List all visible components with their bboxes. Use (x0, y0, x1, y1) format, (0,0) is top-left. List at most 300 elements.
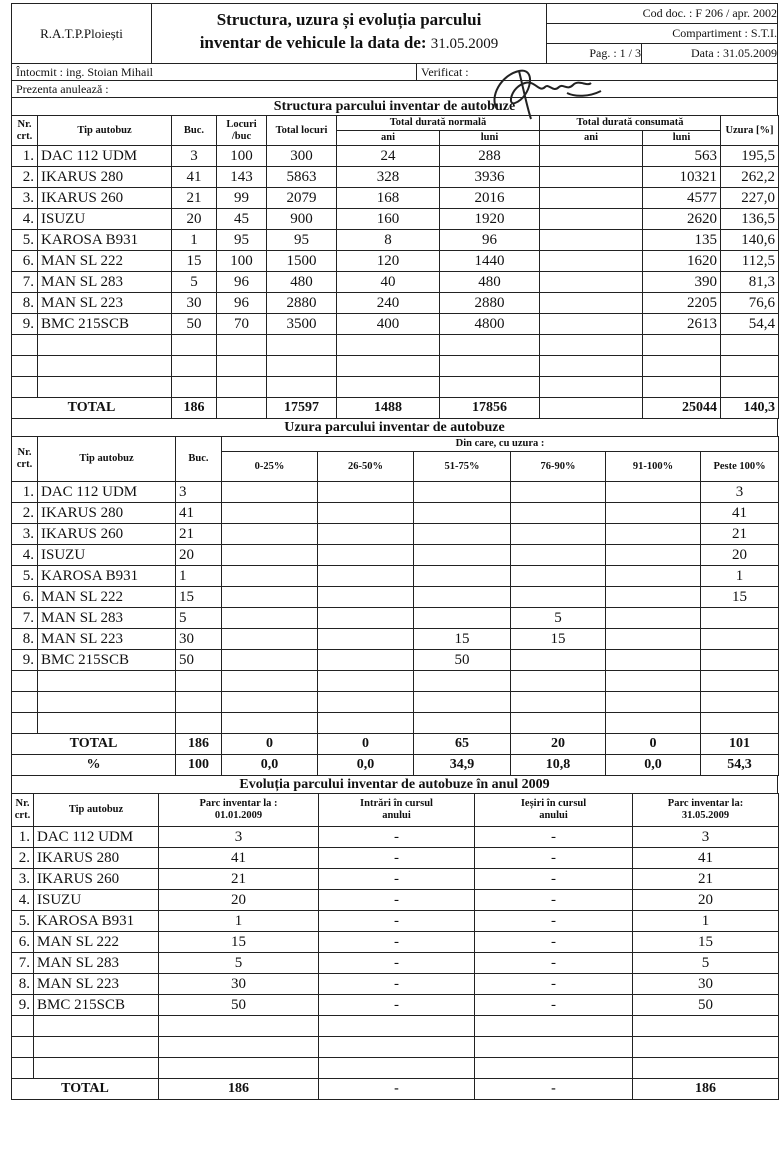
cell-buc: 15 (176, 587, 222, 608)
intocmit: Întocmit : ing. Stoian Mihail (16, 65, 153, 79)
table-row (12, 650, 779, 671)
cell-range (511, 524, 606, 545)
table-row (12, 911, 779, 932)
cell-buc: 30 (176, 629, 222, 650)
cell-intrari: - (319, 995, 475, 1016)
header-nr: Nr. crt. (12, 437, 38, 482)
cell-consumata-luni: 390 (643, 272, 721, 293)
cell-buc: 30 (172, 293, 217, 314)
structura-total-row (12, 398, 779, 419)
cell-buc: 1 (176, 566, 222, 587)
cell-tip: MAN SL 222 (38, 251, 172, 272)
header-total-locuri: Total locuri (267, 116, 337, 146)
table-row (12, 587, 779, 608)
total-intrari: - (319, 1079, 475, 1100)
header-durata-consumata: Total durată consumată (540, 116, 721, 131)
cell-range (606, 524, 701, 545)
cell-parc-start: 20 (159, 890, 319, 911)
cell-nr: 5. (12, 911, 34, 932)
header-nr: Nr. crt. (12, 116, 38, 146)
cell-normala-ani: 160 (337, 209, 440, 230)
title-line-2 (152, 31, 546, 56)
cell-range (318, 503, 414, 524)
total-range: 0 (222, 734, 318, 755)
table-row (12, 608, 779, 629)
cell-normala-ani: 400 (337, 314, 440, 335)
cell-range: 15 (414, 629, 511, 650)
total-consumata-luni: 25044 (643, 398, 721, 419)
cell-range (318, 608, 414, 629)
cell-buc: 20 (172, 209, 217, 230)
header-tip: Tip autobuz (34, 794, 159, 827)
cell-range (222, 566, 318, 587)
cell-consumata-ani (540, 272, 643, 293)
cell-iesiri: - (475, 932, 633, 953)
evolutia-table (11, 793, 779, 1100)
cell-range (318, 566, 414, 587)
total-buc: 186 (172, 398, 217, 419)
cell-tip: IKARUS 280 (38, 167, 172, 188)
cell-nr: 4. (12, 209, 38, 230)
cell-iesiri: - (475, 848, 633, 869)
cell-locuri: 96 (217, 293, 267, 314)
empty-row (12, 713, 779, 734)
cell-normala-luni: 4800 (440, 314, 540, 335)
cell-buc: 41 (172, 167, 217, 188)
table-row (12, 869, 779, 890)
cell-buc: 3 (172, 146, 217, 167)
table-row (12, 167, 779, 188)
table-row (12, 272, 779, 293)
cell-tip: MAN SL 283 (38, 272, 172, 293)
cell-parc-end: 5 (633, 953, 779, 974)
cell-tip: DAC 112 UDM (34, 827, 159, 848)
cell-parc-start: 5 (159, 953, 319, 974)
cell-consumata-luni: 135 (643, 230, 721, 251)
cell-consumata-ani (540, 146, 643, 167)
cell-parc-end: 50 (633, 995, 779, 1016)
cell-locuri: 95 (217, 230, 267, 251)
cell-total-locuri: 1500 (267, 251, 337, 272)
cell-range (511, 587, 606, 608)
cell-intrari: - (319, 827, 475, 848)
cell-normala-luni: 288 (440, 146, 540, 167)
cell-range (414, 587, 511, 608)
cell-consumata-ani (540, 167, 643, 188)
cell-range (414, 545, 511, 566)
cell-range (318, 545, 414, 566)
cell-normala-ani: 40 (337, 272, 440, 293)
page-number: Pag. : 1 / 3 (547, 44, 642, 64)
cell-range: 21 (701, 524, 779, 545)
cell-range (511, 503, 606, 524)
cell-intrari: - (319, 953, 475, 974)
cell-range (222, 608, 318, 629)
cell-tip: IKARUS 260 (34, 869, 159, 890)
cell-parc-end: 15 (633, 932, 779, 953)
organization-name: R.A.T.P.Ploiești (12, 4, 152, 63)
uzura-percent-row (12, 755, 779, 776)
total-uzura: 140,3 (721, 398, 779, 419)
cell-locuri: 96 (217, 272, 267, 293)
cell-normala-ani: 8 (337, 230, 440, 251)
table-row (12, 545, 779, 566)
cell-buc: 50 (176, 650, 222, 671)
cell-tip: IKARUS 280 (38, 503, 176, 524)
cell-nr: 8. (12, 629, 38, 650)
header-tip: Tip autobuz (38, 437, 176, 482)
cell-normala-luni: 3936 (440, 167, 540, 188)
cell-iesiri: - (475, 827, 633, 848)
cell-buc: 5 (176, 608, 222, 629)
cell-parc-start: 41 (159, 848, 319, 869)
total-locuri (217, 398, 267, 419)
empty-row (12, 692, 779, 713)
cell-consumata-luni: 1620 (643, 251, 721, 272)
cell-parc-end: 21 (633, 869, 779, 890)
cell-locuri: 99 (217, 188, 267, 209)
cell-nr: 9. (12, 650, 38, 671)
cell-range (222, 650, 318, 671)
cell-tip: ISUZU (38, 545, 176, 566)
cell-nr: 3. (12, 869, 34, 890)
table-row (12, 848, 779, 869)
cell-range (414, 566, 511, 587)
table-row (12, 146, 779, 167)
header-range-0-25: 0-25% (222, 452, 318, 482)
cell-normala-luni: 1920 (440, 209, 540, 230)
cell-normala-luni: 96 (440, 230, 540, 251)
cell-range (606, 587, 701, 608)
cell-intrari: - (319, 848, 475, 869)
cell-consumata-ani (540, 188, 643, 209)
cell-range (414, 524, 511, 545)
total-iesiri: - (475, 1079, 633, 1100)
cell-parc-end: 20 (633, 890, 779, 911)
cell-range (606, 482, 701, 503)
table-row (12, 230, 779, 251)
cell-tip: ISUZU (38, 209, 172, 230)
cell-total-locuri: 900 (267, 209, 337, 230)
cell-range (511, 650, 606, 671)
uzura-header-row (12, 437, 779, 452)
cell-range (414, 608, 511, 629)
total-consumata-ani (540, 398, 643, 419)
cell-consumata-ani (540, 209, 643, 230)
cell-locuri: 70 (217, 314, 267, 335)
cell-intrari: - (319, 869, 475, 890)
header-locuri-buc: Locuri /buc (217, 116, 267, 146)
cell-nr: 4. (12, 545, 38, 566)
empty-row (12, 1058, 779, 1079)
cell-tip: IKARUS 260 (38, 524, 176, 545)
cell-nr: 6. (12, 932, 34, 953)
cell-range (606, 566, 701, 587)
cell-range: 41 (701, 503, 779, 524)
cell-iesiri: - (475, 890, 633, 911)
percent-range: 0,0 (318, 755, 414, 776)
cell-parc-end: 1 (633, 911, 779, 932)
header-normala-ani: ani (337, 131, 440, 146)
cell-tip: MAN SL 283 (38, 608, 176, 629)
cell-range (414, 503, 511, 524)
cell-total-locuri: 300 (267, 146, 337, 167)
header-consumata-ani: ani (540, 131, 643, 146)
cell-nr: 4. (12, 890, 34, 911)
cell-tip: MAN SL 283 (34, 953, 159, 974)
cell-total-locuri: 5863 (267, 167, 337, 188)
cell-tip: MAN SL 223 (34, 974, 159, 995)
cell-nr: 5. (12, 230, 38, 251)
percent-range: 0,0 (606, 755, 701, 776)
document-title (152, 4, 547, 63)
cell-uzura: 140,6 (721, 230, 779, 251)
cell-tip: MAN SL 222 (34, 932, 159, 953)
cell-range (606, 650, 701, 671)
cell-normala-ani: 120 (337, 251, 440, 272)
cell-range (318, 524, 414, 545)
cell-range (318, 629, 414, 650)
page-date-row (547, 44, 777, 64)
cell-nr: 3. (12, 524, 38, 545)
cell-uzura: 81,3 (721, 272, 779, 293)
cell-consumata-luni: 2205 (643, 293, 721, 314)
cell-nr: 8. (12, 293, 38, 314)
cell-nr: 2. (12, 167, 38, 188)
cell-iesiri: - (475, 974, 633, 995)
cell-range (222, 587, 318, 608)
cell-range (701, 650, 779, 671)
cell-tip: BMC 215SCB (34, 995, 159, 1016)
cell-consumata-ani (540, 251, 643, 272)
cell-iesiri: - (475, 995, 633, 1016)
cell-nr: 1. (12, 146, 38, 167)
cell-uzura: 136,5 (721, 209, 779, 230)
cell-tip: MAN SL 223 (38, 629, 176, 650)
table-row (12, 314, 779, 335)
cell-range (606, 545, 701, 566)
cell-locuri: 100 (217, 251, 267, 272)
prezenta-row: Prezenta anulează : (11, 81, 778, 98)
cell-range (222, 524, 318, 545)
cell-tip: KAROSA B931 (34, 911, 159, 932)
cell-buc: 20 (176, 545, 222, 566)
cell-tip: IKARUS 280 (34, 848, 159, 869)
cell-iesiri: - (475, 953, 633, 974)
cell-nr: 1. (12, 482, 38, 503)
total-range: 65 (414, 734, 511, 755)
structura-header-row (12, 116, 779, 131)
cell-range (701, 608, 779, 629)
cell-uzura: 195,5 (721, 146, 779, 167)
cell-normala-ani: 24 (337, 146, 440, 167)
cell-intrari: - (319, 974, 475, 995)
cell-nr: 9. (12, 314, 38, 335)
header-range-26-50: 26-50% (318, 452, 414, 482)
cell-iesiri: - (475, 869, 633, 890)
total-range: 0 (318, 734, 414, 755)
cell-tip: DAC 112 UDM (38, 146, 172, 167)
total-normala-luni: 17856 (440, 398, 540, 419)
percent-range: 10,8 (511, 755, 606, 776)
cell-buc: 50 (172, 314, 217, 335)
cell-range: 15 (701, 587, 779, 608)
cell-total-locuri: 2079 (267, 188, 337, 209)
cell-nr: 7. (12, 608, 38, 629)
cell-nr: 9. (12, 995, 34, 1016)
cell-buc: 1 (172, 230, 217, 251)
cell-nr: 1. (12, 827, 34, 848)
document-meta (547, 4, 777, 63)
table-row (12, 293, 779, 314)
cell-tip: MAN SL 223 (38, 293, 172, 314)
cell-uzura: 112,5 (721, 251, 779, 272)
cell-range (606, 629, 701, 650)
cell-buc: 21 (172, 188, 217, 209)
header-durata-normala: Total durată normală (337, 116, 540, 131)
header-range-peste-100: Peste 100% (701, 452, 779, 482)
total-range: 0 (606, 734, 701, 755)
cell-consumata-ani (540, 314, 643, 335)
cell-parc-start: 30 (159, 974, 319, 995)
table-row (12, 932, 779, 953)
cell-range (606, 608, 701, 629)
cell-range: 5 (511, 608, 606, 629)
cell-parc-start: 1 (159, 911, 319, 932)
table-row (12, 524, 779, 545)
table-row (12, 566, 779, 587)
header-range-76-90: 76-90% (511, 452, 606, 482)
cell-locuri: 143 (217, 167, 267, 188)
table-row (12, 953, 779, 974)
cell-parc-start: 21 (159, 869, 319, 890)
cell-range (222, 503, 318, 524)
header-din-care: Din care, cu uzura : (222, 437, 779, 452)
cell-consumata-luni: 4577 (643, 188, 721, 209)
table-row (12, 482, 779, 503)
header-nr: Nr. crt. (12, 794, 34, 827)
cell-total-locuri: 2880 (267, 293, 337, 314)
document-page (11, 3, 778, 1171)
cell-tip: MAN SL 222 (38, 587, 176, 608)
structura-title: Structura parcului inventar de autobuze (11, 98, 778, 115)
cell-consumata-luni: 563 (643, 146, 721, 167)
title-line-1: Structura, uzura și evoluția parcului (216, 10, 482, 29)
cell-parc-start: 3 (159, 827, 319, 848)
cell-iesiri: - (475, 911, 633, 932)
total-normala-ani: 1488 (337, 398, 440, 419)
cell-uzura: 227,0 (721, 188, 779, 209)
verificat: Verificat : (416, 64, 469, 80)
cell-nr: 2. (12, 503, 38, 524)
cell-range (606, 503, 701, 524)
cell-normala-luni: 480 (440, 272, 540, 293)
structura-table (11, 115, 779, 419)
cell-tip: KAROSA B931 (38, 230, 172, 251)
cell-range (511, 545, 606, 566)
cell-range: 15 (511, 629, 606, 650)
header-normala-luni: luni (440, 131, 540, 146)
header-range-91-100: 91-100% (606, 452, 701, 482)
cell-tip: ISUZU (34, 890, 159, 911)
percent-label: % (12, 755, 176, 776)
evolutia-header-row (12, 794, 779, 827)
cell-consumata-ani (540, 293, 643, 314)
uzura-total-row (12, 734, 779, 755)
table-row (12, 503, 779, 524)
cell-buc: 3 (176, 482, 222, 503)
evolutia-title: Evoluția parcului inventar de autobuze în anul 2009 (11, 776, 778, 793)
cell-parc-end: 41 (633, 848, 779, 869)
header-parc-start: Parc inventar la : 01.01.2009 (159, 794, 319, 827)
total-range: 20 (511, 734, 606, 755)
header-buc: Buc. (172, 116, 217, 146)
total-range: 101 (701, 734, 779, 755)
total-parc-start: 186 (159, 1079, 319, 1100)
cell-nr: 6. (12, 251, 38, 272)
header-range-51-75: 51-75% (414, 452, 511, 482)
table-row (12, 827, 779, 848)
cell-normala-luni: 1440 (440, 251, 540, 272)
table-row (12, 629, 779, 650)
header-intrari: Intrări în cursul anului (319, 794, 475, 827)
cell-range: 1 (701, 566, 779, 587)
cell-locuri: 100 (217, 146, 267, 167)
header-buc: Buc. (176, 437, 222, 482)
cell-buc: 41 (176, 503, 222, 524)
cell-range (318, 587, 414, 608)
cell-range (511, 482, 606, 503)
header-consumata-luni: luni (643, 131, 721, 146)
total-total-locuri: 17597 (267, 398, 337, 419)
table-row (12, 251, 779, 272)
cell-parc-end: 3 (633, 827, 779, 848)
cell-parc-start: 50 (159, 995, 319, 1016)
cell-consumata-luni: 2613 (643, 314, 721, 335)
percent-range: 0,0 (222, 755, 318, 776)
cell-buc: 5 (172, 272, 217, 293)
cell-range: 50 (414, 650, 511, 671)
total-label: TOTAL (12, 1079, 159, 1100)
cell-range (222, 629, 318, 650)
cell-range (222, 545, 318, 566)
cell-nr: 7. (12, 953, 34, 974)
cell-nr: 6. (12, 587, 38, 608)
cell-parc-start: 15 (159, 932, 319, 953)
cell-consumata-luni: 2620 (643, 209, 721, 230)
cell-normala-ani: 240 (337, 293, 440, 314)
cell-tip: BMC 215SCB (38, 314, 172, 335)
empty-row (12, 671, 779, 692)
cell-total-locuri: 95 (267, 230, 337, 251)
cell-nr: 7. (12, 272, 38, 293)
cell-parc-end: 30 (633, 974, 779, 995)
total-label: TOTAL (12, 398, 172, 419)
table-row (12, 890, 779, 911)
cell-buc: 15 (172, 251, 217, 272)
cell-range: 3 (701, 482, 779, 503)
table-row (12, 188, 779, 209)
title-line-2-text: inventar de vehicule la data de: (199, 33, 427, 52)
empty-row (12, 1016, 779, 1037)
cell-nr: 3. (12, 188, 38, 209)
cell-consumata-ani (540, 230, 643, 251)
total-parc-end: 186 (633, 1079, 779, 1100)
cell-buc: 21 (176, 524, 222, 545)
document-header (11, 3, 778, 64)
cell-normala-luni: 2016 (440, 188, 540, 209)
cod-doc: Cod doc. : F 206 / apr. 2002 (547, 4, 777, 24)
